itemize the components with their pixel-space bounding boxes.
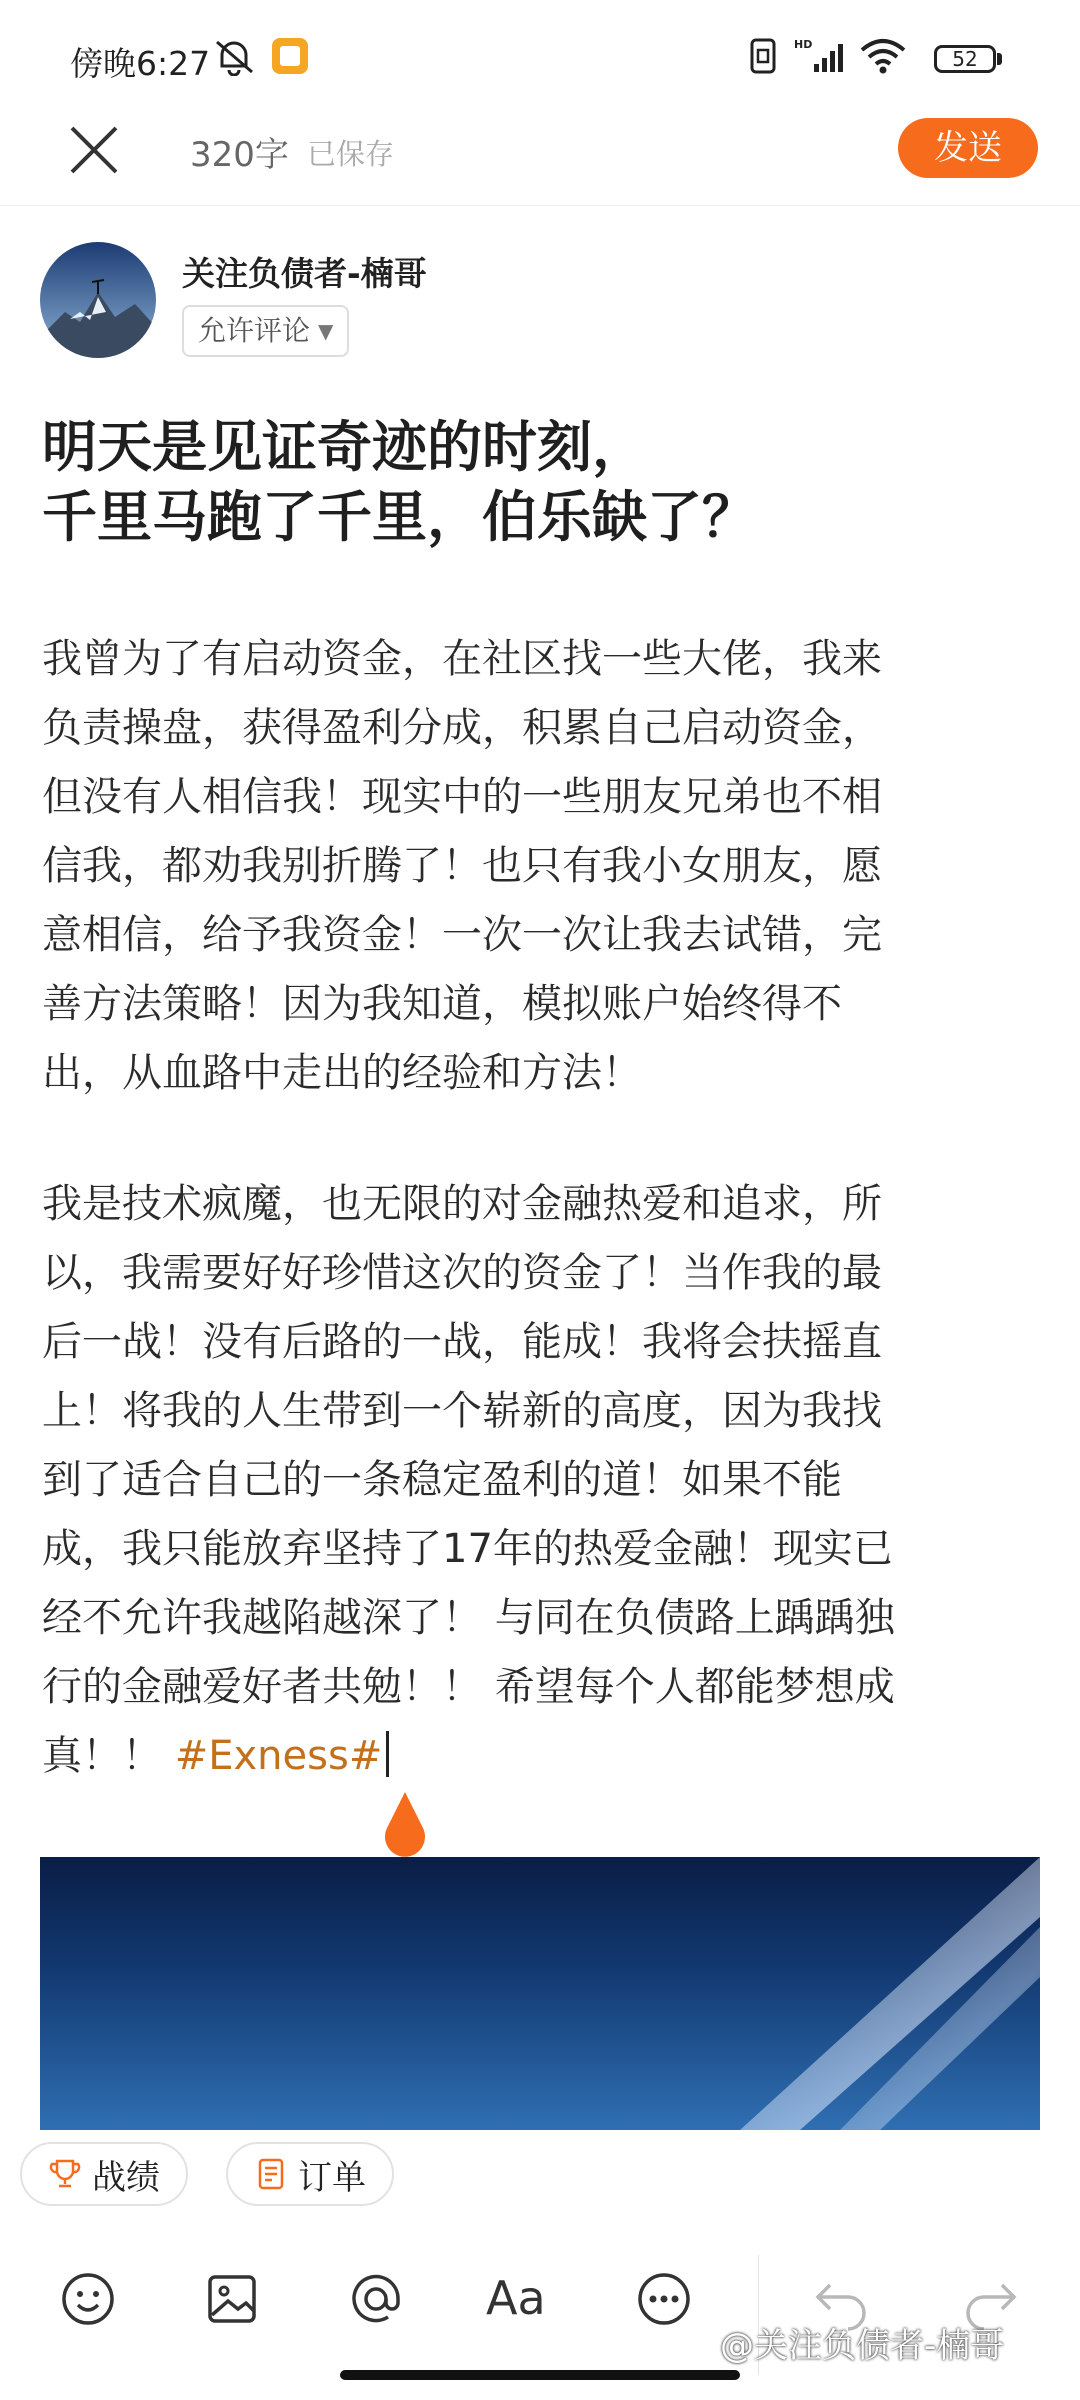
trophy-icon bbox=[48, 2157, 82, 2191]
saved-status: 已保存 bbox=[307, 137, 395, 171]
cursor-handle-icon[interactable] bbox=[380, 1790, 430, 1858]
status-time: 傍晚6:27 bbox=[70, 44, 211, 83]
title-line-2: 千里马跑了千里，伯乐缺了？ bbox=[42, 485, 758, 549]
hashtag-link[interactable]: #Exness# bbox=[174, 1733, 383, 1779]
post-image[interactable] bbox=[40, 1857, 1040, 2130]
emoji-icon[interactable] bbox=[56, 2267, 120, 2331]
notification-app-icon bbox=[272, 38, 308, 74]
send-button[interactable]: 发送 bbox=[898, 118, 1038, 178]
battery-tip bbox=[997, 53, 1002, 65]
paragraph-2-text: 我是技术疯魔，也无限的对金融热爱和追求，所 以，我需要好好珍惜这次的资金了！当作我的最 后一战！没有后路的一战，能成！我将会扶摇直 上！将我的人生带到一个崭新的高度，因为我找 到了适合自己的一条稳定盈利的道！如果不能 成，我只能放弃坚持了17年的热爱金融！现实已 经不允许我越陷越深了！ 与同在负债路上踽踽独 行的金融爱好者共勉！！ 希望每个人都能梦想成 真！！ bbox=[42, 1181, 895, 1779]
chip-achievements[interactable] bbox=[20, 2142, 188, 2206]
more-icon[interactable] bbox=[632, 2267, 696, 2331]
post-paragraph-1[interactable]: 我曾为了有启动资金，在社区找一些大佬，我来 负责操盘，获得盈利分成，积累自己启动资金， 但没有人相信我！现实中的一些朋友兄弟也不相 信我，都劝我别折腾了！也只有我小女朋友，愿 意相信，给予我资金！一次一次让我去试错，完 善方法策略！因为我知道，模拟账户始终得不 出，从血路中走出的经验和方法！ bbox=[42, 636, 882, 1096]
avatar[interactable] bbox=[40, 242, 156, 358]
title-line-1: 明天是见证奇迹的时刻， bbox=[42, 415, 648, 479]
image-icon[interactable] bbox=[200, 2267, 264, 2331]
home-indicator[interactable] bbox=[340, 2370, 740, 2380]
hd-signal-icon bbox=[792, 36, 844, 76]
caret-down-icon: ▼ bbox=[318, 319, 334, 343]
text-cursor bbox=[386, 1731, 389, 1777]
mute-bell-icon bbox=[212, 36, 256, 76]
svg-text:HD: HD bbox=[794, 38, 813, 51]
order-icon bbox=[254, 2157, 288, 2191]
font-icon[interactable]: Aa bbox=[486, 2271, 546, 2325]
watermark: @关注负债者-楠哥 bbox=[720, 2326, 1005, 2366]
mention-icon[interactable] bbox=[344, 2267, 408, 2331]
comment-permission-dropdown[interactable] bbox=[182, 305, 349, 357]
chip-orders[interactable] bbox=[226, 2142, 394, 2206]
comment-permission-label: 允许评论 bbox=[198, 314, 311, 347]
battery-icon: 52 bbox=[934, 45, 996, 73]
chip-label-achievements: 战绩 bbox=[92, 2157, 160, 2198]
rotation-icon bbox=[746, 36, 780, 76]
chip-label-orders: 订单 bbox=[298, 2157, 366, 2198]
wifi-icon bbox=[858, 36, 908, 76]
post-title[interactable] bbox=[42, 412, 1042, 552]
word-count: 320字 bbox=[190, 135, 289, 175]
post-paragraph-2[interactable] bbox=[42, 1170, 1042, 1791]
close-icon[interactable] bbox=[62, 118, 126, 182]
author-name: 关注负债者-楠哥 bbox=[182, 254, 427, 293]
